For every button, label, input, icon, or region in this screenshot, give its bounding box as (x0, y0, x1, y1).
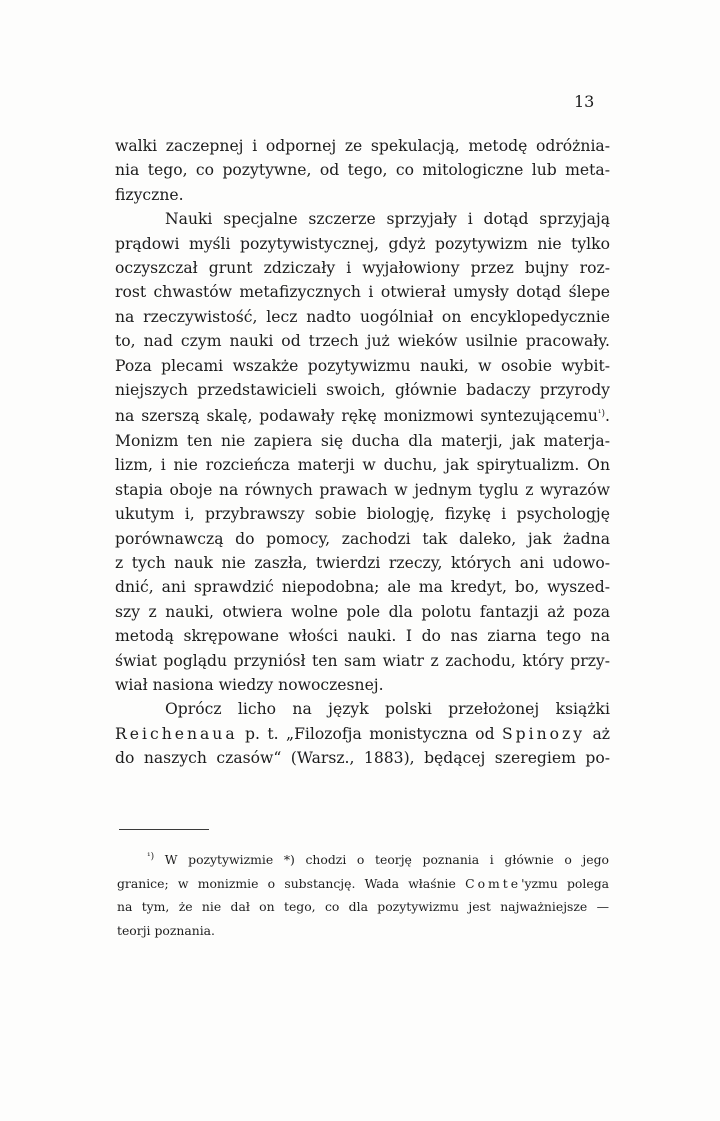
text-line: prądowi myśli pozytywistycznej, gdyż pozytywizm nie tylko (115, 234, 610, 253)
text-line-with-footnote-ref: na szerszą skalę, podawały rękę monizmowi syntezującemu$^{^1)}$. (115, 407, 610, 426)
text-line: Monizm ten nie zapiera się ducha dla materji, jak materja- (115, 431, 610, 450)
author-name-reichenau: Reichenaua (115, 724, 238, 743)
author-name-spinoza: Spinozy (501, 724, 586, 743)
text-line: niejszych przedstawicieli swoich, głównie badaczy przyrody (115, 381, 610, 400)
footnote-marker: ¹) (147, 852, 155, 862)
title-fragment: p. t. „Filozofja monistyczna od (237, 724, 502, 743)
footnote-text-end: 'yzmu polega (521, 875, 610, 891)
text-line: metodą skrępowane włości nauki. I do nas ziarna tego na (115, 627, 610, 646)
paragraph-start-line: Nauki specjalne szczerze sprzyjały i dotąd sprzyjają (165, 210, 610, 229)
text-line-content: na szerszą skalę, podawały rękę monizmowi syntezującemu (115, 407, 598, 426)
footnote-line: teorji poznania. (117, 922, 215, 938)
page-number: 13 (574, 92, 595, 111)
text-line: do naszych czasów“ (Warsz., 1883), będącej szeregiem po- (115, 749, 610, 768)
text-line: to, nad czym nauki od trzech już wieków usilnie pracowały. (115, 332, 610, 351)
text-line-reichenau (115, 722, 610, 746)
paragraph-start-line: Oprócz licho na język polski przełożonej książki (165, 700, 610, 719)
footnote-text: granice; w monizmie o substancję. Wada właśnie (117, 875, 466, 891)
footnote-line (117, 872, 609, 896)
text-line: fizyczne. (115, 185, 184, 204)
text-line: wiał nasiona wiedzy nowoczesnej. (115, 675, 384, 694)
author-name-comte: Comte (465, 875, 522, 891)
text-line: porównawczą do pomocy, zachodzi tak daleko, jak żadna (115, 529, 610, 548)
title-fragment-end: aż (585, 724, 610, 743)
text-line: oczyszczał grunt zdziczały i wyjałowiony przez bujny roz- (115, 259, 610, 278)
footnote-text: W pozytywizmie *) chodzi o teorję poznania i głównie o jego (154, 852, 609, 867)
footnote-line (117, 846, 609, 872)
text-line: lizm, i nie rozcieńcza materji w duchu, jak spirytualizm. On (115, 456, 610, 475)
text-line: nia tego, co pozytywne, od tego, co mitologiczne lub meta- (115, 161, 610, 180)
footnote-line: na tym, że nie dał on tego, co dla pozytywizmu jest najważniejsze — (117, 899, 609, 914)
footnote-reference: ¹) (597, 409, 606, 420)
text-line: stapia oboje na równych prawach w jednym tyglu z wyrazów (115, 480, 610, 499)
main-text (115, 134, 610, 771)
footnote-divider (119, 829, 209, 830)
footnotes (117, 846, 609, 942)
text-line: walki zaczepnej i odpornej ze spekulacją, metodę odróżnia- (115, 137, 610, 155)
text-line: rost chwastów metafizycznych i otwierał umysły dotąd ślepe (115, 283, 610, 302)
text-line: na rzeczywistość, lecz nadto uogólniał on encyklopedycznie (115, 307, 610, 326)
text-line: z tych nauk nie zaszła, twierdzi rzeczy, których ani udowo- (115, 553, 610, 572)
text-line: Poza plecami wszakże pozytywizmu nauki, w osobie wybit- (115, 356, 610, 375)
text-line: dnić, ani sprawdzić niepodobna; ale ma kredyt, bo, wyszed- (115, 578, 610, 597)
text-line: ukutym i, przybrawszy sobie biologję, fizykę i psychologję (115, 505, 610, 524)
text-line: świat poglądu przyniósł ten sam wiatr z zachodu, który przy- (115, 651, 610, 670)
text-line: szy z nauki, otwiera wolne pole dla polotu fantazji aż poza (115, 602, 610, 621)
